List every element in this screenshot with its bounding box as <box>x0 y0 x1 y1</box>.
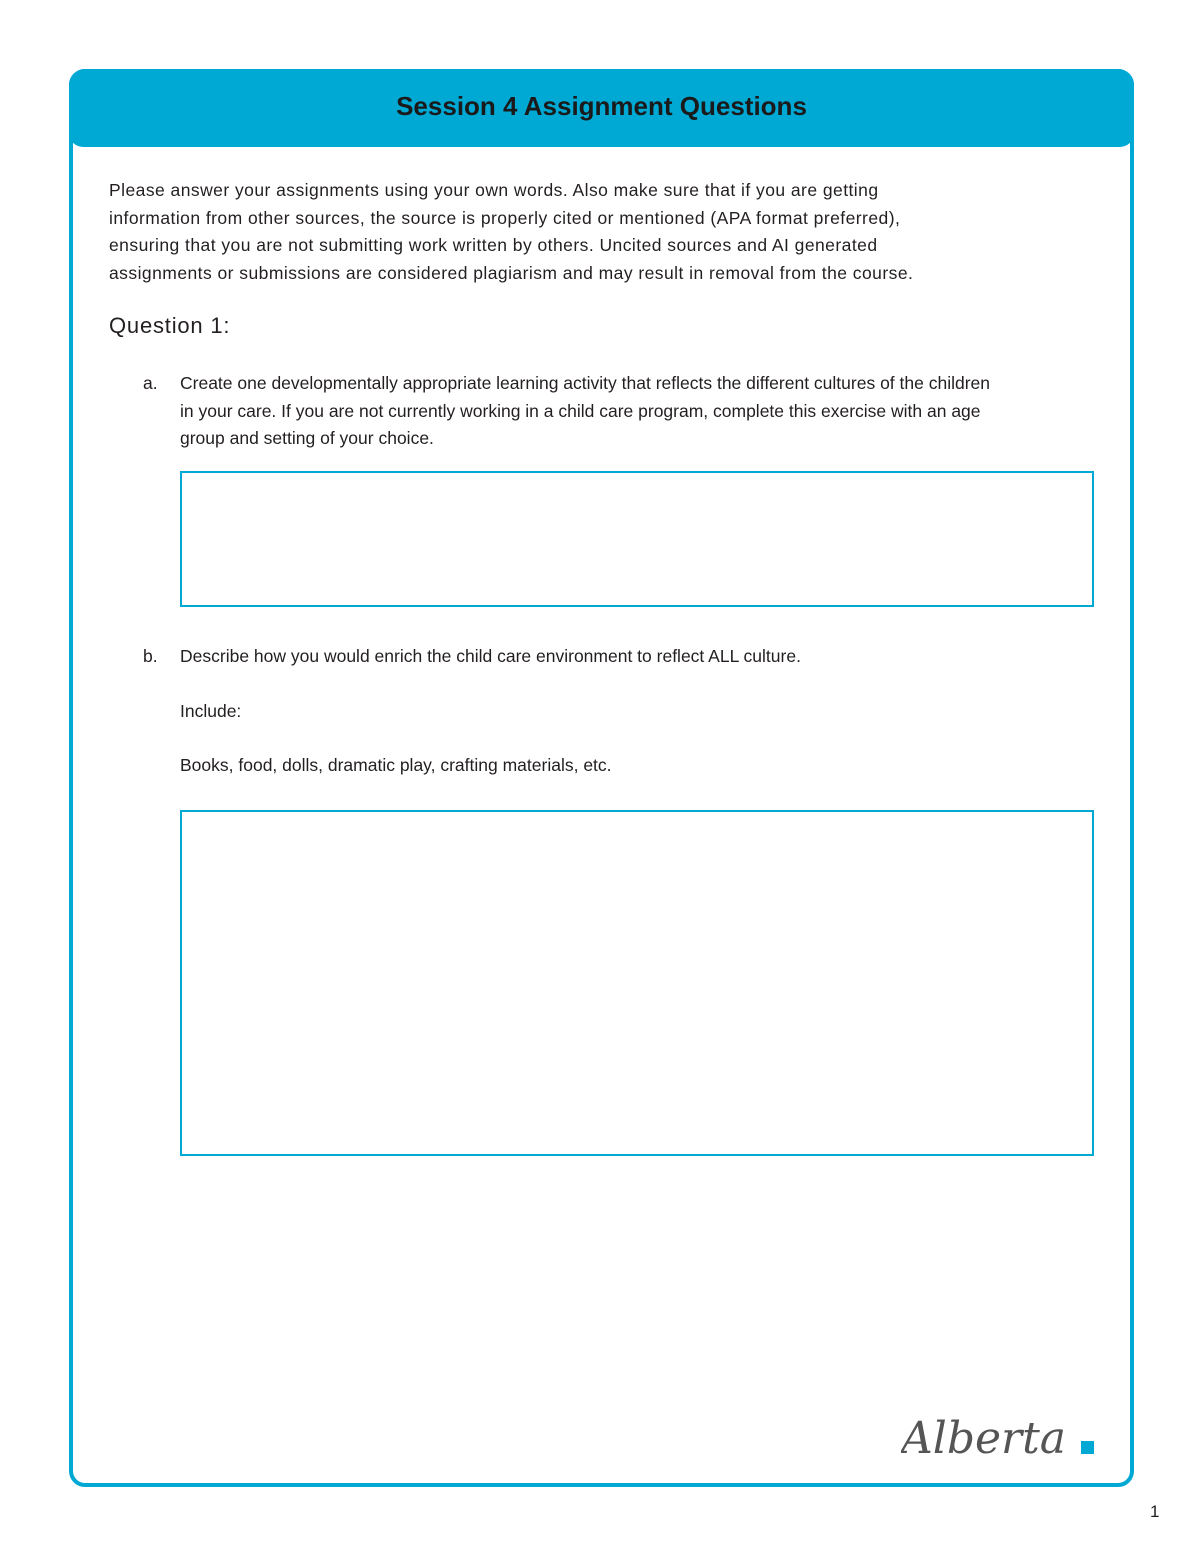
alberta-wordmark <box>901 1403 1101 1463</box>
instructions-paragraph <box>109 177 1089 287</box>
instructions-line: ensuring that you are not submitting work written by others. Uncited sources and AI generated <box>109 235 878 255</box>
question-1-heading: Question 1: <box>109 313 231 338</box>
question-1a-line: Create one developmentally appropriate learning activity that reflects the different cultures of the children <box>180 373 990 393</box>
question-1a-line: in your care. If you are not currently working in a child care program, complete this exercise with an age <box>180 400 981 421</box>
assignment-frame <box>69 69 1134 1487</box>
question-1b-letter: b. <box>143 646 158 666</box>
page-title: Session 4 Assignment Questions <box>396 91 807 121</box>
question-1a-letter: a. <box>143 373 158 393</box>
alberta-wordmark-text: Alberta <box>901 1413 1066 1463</box>
question-1a <box>143 370 1093 453</box>
alberta-logo-square <box>1081 1441 1094 1454</box>
alberta-logo <box>901 1403 1101 1463</box>
answer-box-1b[interactable] <box>180 810 1094 1156</box>
instructions-line: Please answer your assignments using your own words. Also make sure that if you are getting <box>109 180 879 200</box>
header-bar <box>69 69 1134 147</box>
instructions-line: information from other sources, the source is properly cited or mentioned (APA format preferred), <box>109 207 901 228</box>
question-1a-line: group and setting of your choice. <box>180 428 434 448</box>
answer-box-1a[interactable] <box>180 471 1094 607</box>
page-number: 1 <box>1150 1502 1160 1521</box>
question-1b-text: Describe how you would enrich the child care environment to reflect ALL culture. <box>180 646 801 666</box>
question-1b-include-label: Include: <box>180 700 242 721</box>
question-1b-examples: Books, food, dolls, dramatic play, crafting materials, etc. <box>180 755 612 775</box>
question-1b <box>143 643 1093 780</box>
instructions-line: assignments or submissions are considered plagiarism and may result in removal from the course. <box>109 262 914 283</box>
